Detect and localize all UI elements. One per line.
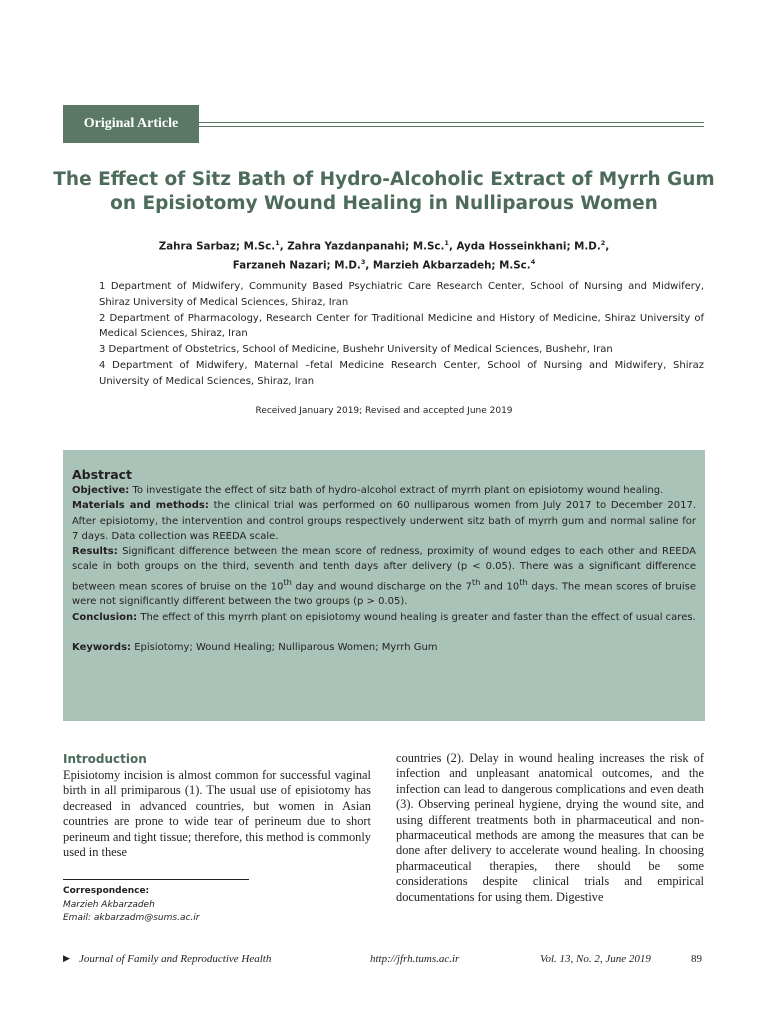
abstract-methods [72, 498, 696, 544]
body-paragraph: countries (2). Delay in wound healing increases the risk of infection and unpleasant anatomical outcomes, and the infection can lead to dangerous complications and even death (3). Observing perineal hygiene, drying the wound site, and using different treatments both in pharmaceutical and non-pharmaceutical methods are among the measures that can be done after delivery to accelerate wound healing. In choosing pharmaceutical therapies, there should be some considerations despite clinical trials and empirical documentations for using them. Digestive [396, 751, 704, 904]
objective-label: Objective: [72, 485, 130, 496]
author-affil: 4 [530, 258, 536, 267]
results-label: Results: [72, 546, 118, 558]
keywords-label: Keywords: [72, 642, 132, 653]
author-affil: 1 [275, 239, 280, 247]
keywords-text: Episiotomy; Wound Healing; Nulliparous Women; Myrrh Gum [131, 642, 438, 653]
results-text: and 10 [480, 581, 520, 593]
results-text: days. The mean scores of bruise were not significantly different between the two groups (p > 0.05). [72, 581, 696, 608]
body-column-right [396, 751, 704, 905]
abstract-results [72, 544, 696, 610]
objective-text: To investigate the effect of sitz bath of hydro-alcohol extract of myrrh plant on episiotomy wound healing. [129, 485, 664, 496]
affiliation: 3 Department of Obstetrics, School of Medicine, Bushehr University of Medical Sciences, Bushehr, Iran [99, 344, 613, 356]
footnote-rule [63, 879, 249, 880]
page-footer [63, 953, 705, 969]
journal-name: Journal of Family and Reproductive Health [79, 953, 272, 965]
abstract-heading: Abstract [72, 467, 133, 482]
methods-text: the clinical trial was performed on 60 nulliparous women from July 2017 to December 2017. After episiotomy, the intervention and control groups respectively underwent sitz bath of myrrh gum and normal saline for 7 days. Data collection was REEDA scale. [72, 500, 696, 542]
ordinal-sup: th [283, 576, 292, 587]
page-number: 89 [691, 953, 702, 965]
author-affil: 1 [444, 239, 449, 247]
conclusion-label: Conclusion: [72, 611, 138, 623]
affiliation: 4 Department of Midwifery, Maternal –fetal Medicine Research Center, School of Nursing and Midwifery, Shiraz University of Medical Sciences, Shiraz, Iran [99, 359, 704, 387]
author-affil: 3 [360, 258, 366, 267]
title-line-1: The Effect of Sitz Bath of Hydro-Alcoholic Extract of Myrrh Gum [53, 169, 715, 190]
section-heading: Introduction [63, 752, 147, 766]
conclusion-text: The effect of this myrrh plant on episiotomy wound healing is greater and faster than the effect of usual cares. [137, 611, 696, 623]
author: Ayda Hosseinkhani; M.D. [456, 240, 601, 253]
author: Marzieh Akbarzadeh; M.Sc. [372, 259, 531, 272]
triangle-bullet-icon: ▶ [63, 953, 70, 963]
author: Farzaneh Nazari; M.D. [232, 259, 361, 272]
received-dates: Received January 2019; Revised and accepted June 2019 [255, 406, 513, 416]
header-rule [199, 122, 704, 123]
correspondence-name: Marzieh Akbarzadeh [63, 899, 155, 910]
paper-title [40, 168, 728, 216]
header-rule [199, 126, 704, 127]
author: Zahra Yazdanpanahi; M.Sc. [287, 240, 445, 253]
results-text: day and wound discharge on the 7 [291, 581, 472, 593]
body-paragraph: Episiotomy incision is almost common for successful vaginal birth in all primiparous (1). The usual use of episiotomy has decreased in advanced countries, but women in Asian countries are prone to wide tear of perineum due to short perineum and tight tissue; therefore, this method is commonly used in these [63, 768, 371, 860]
journal-url[interactable]: http://jfrh.tums.ac.ir [370, 953, 460, 965]
results-text: Significant difference between the mean score of redness, proximity of wound edges to each other and REEDA scale in both groups on the third, seventh and tenth days after delivery (p < 0.05). There was a significant difference between mean scores of bruise on the 10 [72, 546, 696, 593]
author-affil: 2 [600, 239, 606, 247]
abstract-objective [72, 483, 696, 498]
author: Zahra Sarbaz; M.Sc. [158, 240, 276, 253]
affiliation: 2 Department of Pharmacology, Research Center for Traditional Medicine and History of Medicine, Shiraz University of Medical Sciences, Shiraz, Iran [99, 312, 704, 340]
author-list: Zahra Sarbaz; M.Sc.$^1$, Zahra Yazdanpanahi; M.Sc.$^1$, Ayda Hosseinkhani; M.D.$^2$, Farzaneh Nazari; M.D.$^3$, Marzieh Akbarzadeh; M.Sc.$^4$ [158, 239, 610, 272]
title-line-2: on Episiotomy Wound Healing in Nulliparous Women [110, 193, 658, 214]
volume-info: Vol. 13, No. 2, June 2019 [540, 953, 651, 965]
correspondence [63, 885, 199, 926]
affiliations [99, 279, 704, 390]
ordinal-sup: th [519, 576, 528, 587]
ordinal-sup: th [471, 576, 481, 587]
correspondence-email: Email: akbarzadm@sums.ac.ir [63, 913, 200, 923]
abstract-box [63, 450, 705, 721]
affiliation: 1 Department of Midwifery, Community Based Psychiatric Care Research Center, School of Nursing and Midwifery, Shiraz University of Medical Sciences, Shiraz, Iran [99, 281, 704, 308]
correspondence-heading: Correspondence: [63, 886, 150, 896]
article-type-badge: Original Article [63, 105, 199, 143]
abstract-keywords [72, 640, 696, 655]
methods-label: Materials and methods: [72, 500, 209, 512]
body-column-left [63, 751, 371, 860]
abstract-conclusion [72, 610, 696, 625]
